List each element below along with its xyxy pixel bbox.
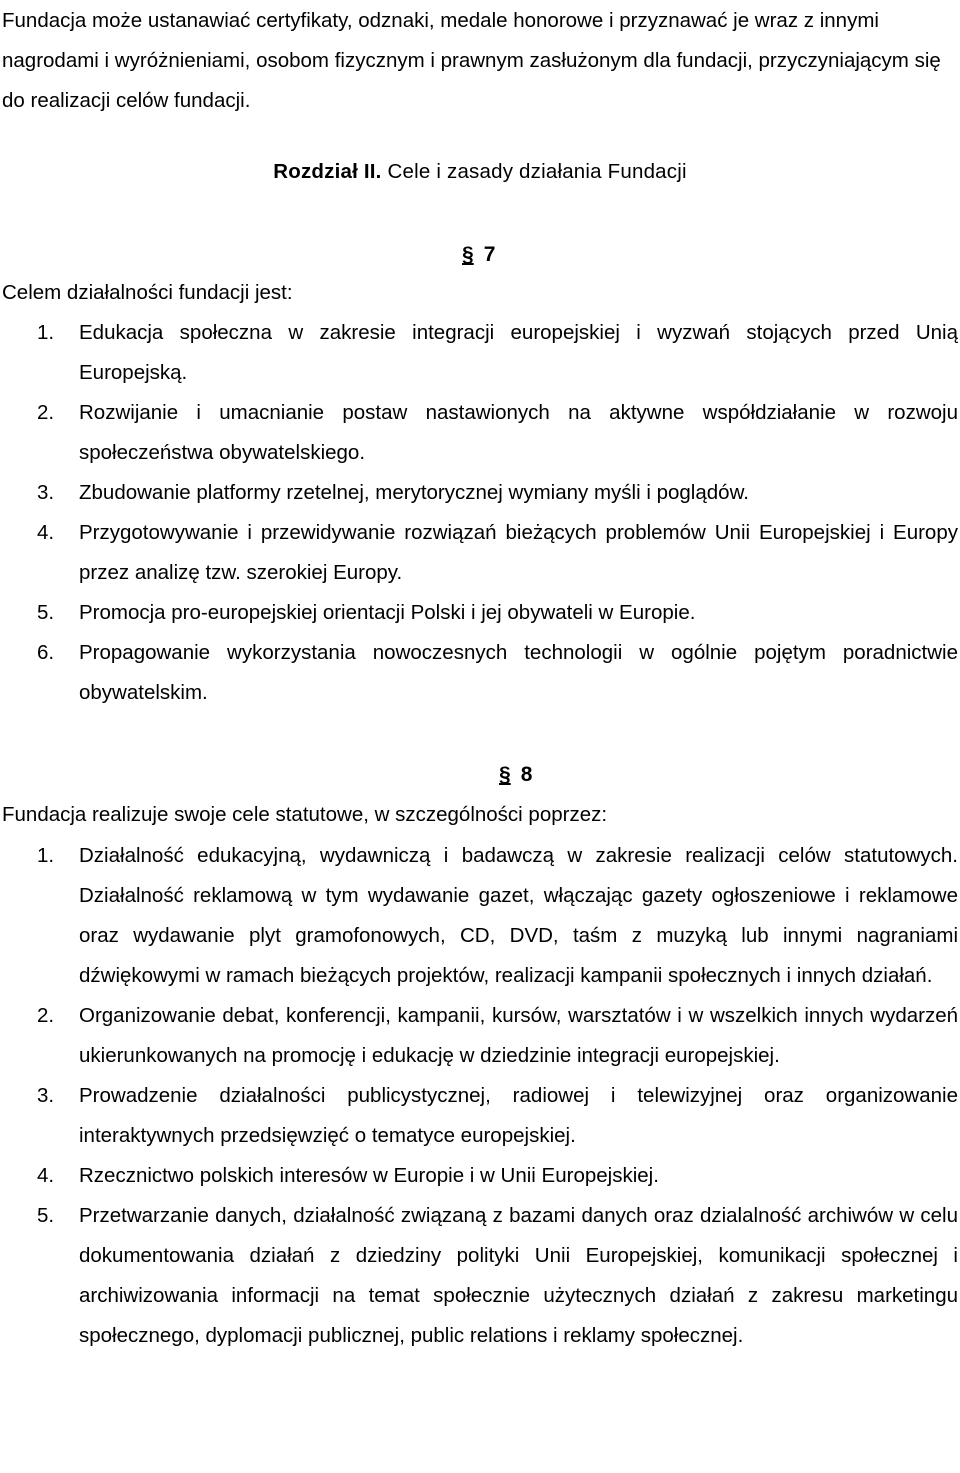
list-item [0,1076,958,1156]
list-item [0,473,958,513]
list-item [0,513,958,593]
list-item-text: Przetwarzanie danych, działalność związaną z bazami danych oraz dzialalność archiwów w celu dokumentowania działań z dziedziny polityki Unii Europejskiej, komunikacji społecznej i archiwizowania informacji na temat społecznie użytecznych działań z zakresu marketingu społecznego, dyplomacji publicznej, public relations i reklamy społecznej. [79,1204,958,1347]
list-item-number: 4. [37,521,55,544]
list-item-number: 3. [37,481,55,504]
list-item-number: 2. [37,1004,55,1027]
list-item-text: Zbudowanie platformy rzetelnej, merytorycznej wymiany myśli i poglądów. [79,481,749,504]
list-item-number: 3. [37,1084,55,1107]
list-item [0,836,958,996]
list-item-text: Rozwijanie i umacnianie postaw nastawionych na aktywne współdziałanie w rozwoju społeczeństwa obywatelskiego. [79,401,958,464]
list-item-text: Organizowanie debat, konferencji, kampanii, kursów, warsztatów i w wszelkich innych wydarzeń ukierunkowanych na promocję i edukację w dziedzinie integracji europejskiej. [79,1004,958,1067]
chapter-title: Cele i zasady działania Fundacji [387,160,687,183]
section-number: 8 [520,763,533,786]
list-item-text: Prowadzenie działalności publicystycznej, radiowej i telewizyjnej oraz organizowanie interaktywnych przedsięwzięć o tematyce europejskiej. [79,1084,958,1147]
list-item [0,1196,958,1356]
list-item-text: Przygotowywanie i przewidywanie rozwiązań bieżących problemów Unii Europejskiej i Europy przez analizę tzw. szerokiej Europy. [79,521,958,584]
list-item [0,393,958,473]
list-item-text: Rzecznictwo polskich interesów w Europie i w Unii Europejskiej. [79,1164,659,1187]
list-item-number: 5. [37,1204,55,1227]
list-item [0,996,958,1076]
section-7-list [0,313,958,713]
list-item-text: Edukacja społeczna w zakresie integracji europejskiej i wyzwań stojących przed Unią Europejską. [79,321,958,384]
list-item-text: Promocja pro-europejskiej orientacji Polski i jej obywateli w Europie. [79,601,696,624]
list-item-number: 1. [37,321,55,344]
list-item-text: Działalność edukacyjną, wydawniczą i badawczą w zakresie realizacji celów statutowych. Działalność reklamową w tym wydawanie gazet, włączając gazety ogłoszeniowe i reklamowe oraz wydawanie plyt gramofonowych, CD, DVD, taśm z muzyką lub innymi nagraniami dźwiękowymi w ramach bieżących projektów, realizacji kampanii społecznych i innych działań. [79,844,958,987]
list-item-number: 5. [37,601,55,624]
section-8-heading [499,760,532,790]
list-item [0,313,958,393]
section-number: 7 [483,243,496,266]
list-item [0,593,958,633]
list-item [0,1156,958,1196]
section-8-intro: Fundacja realizuje swoje cele statutowe, w szczególności poprzez: [2,803,608,826]
section-7-heading [462,240,495,270]
section-symbol: § [462,243,474,266]
chapter-number: Rozdział II. [273,160,382,183]
list-item-number: 6. [37,641,55,664]
list-item-number: 2. [37,401,55,424]
list-item-number: 4. [37,1164,55,1187]
section-8-list [0,836,958,1356]
section-symbol: § [499,763,511,786]
list-item-number: 1. [37,844,55,867]
intro-paragraph: Fundacja może ustanawiać certyfikaty, odznaki, medale honorowe i przyznawać je wraz z innymi nagrodami i wyróżnieniami, osobom fizycznym i prawnym zasłużonym dla fundacji, przyczyniającym się do realizacji celów fundacji. [2,9,941,112]
list-item [0,633,958,713]
list-item-text: Propagowanie wykorzystania nowoczesnych technologii w ogólnie pojętym poradnictwie obywatelskim. [79,641,958,704]
chapter-heading [0,152,960,192]
section-7-intro: Celem działalności fundacji jest: [2,281,293,304]
